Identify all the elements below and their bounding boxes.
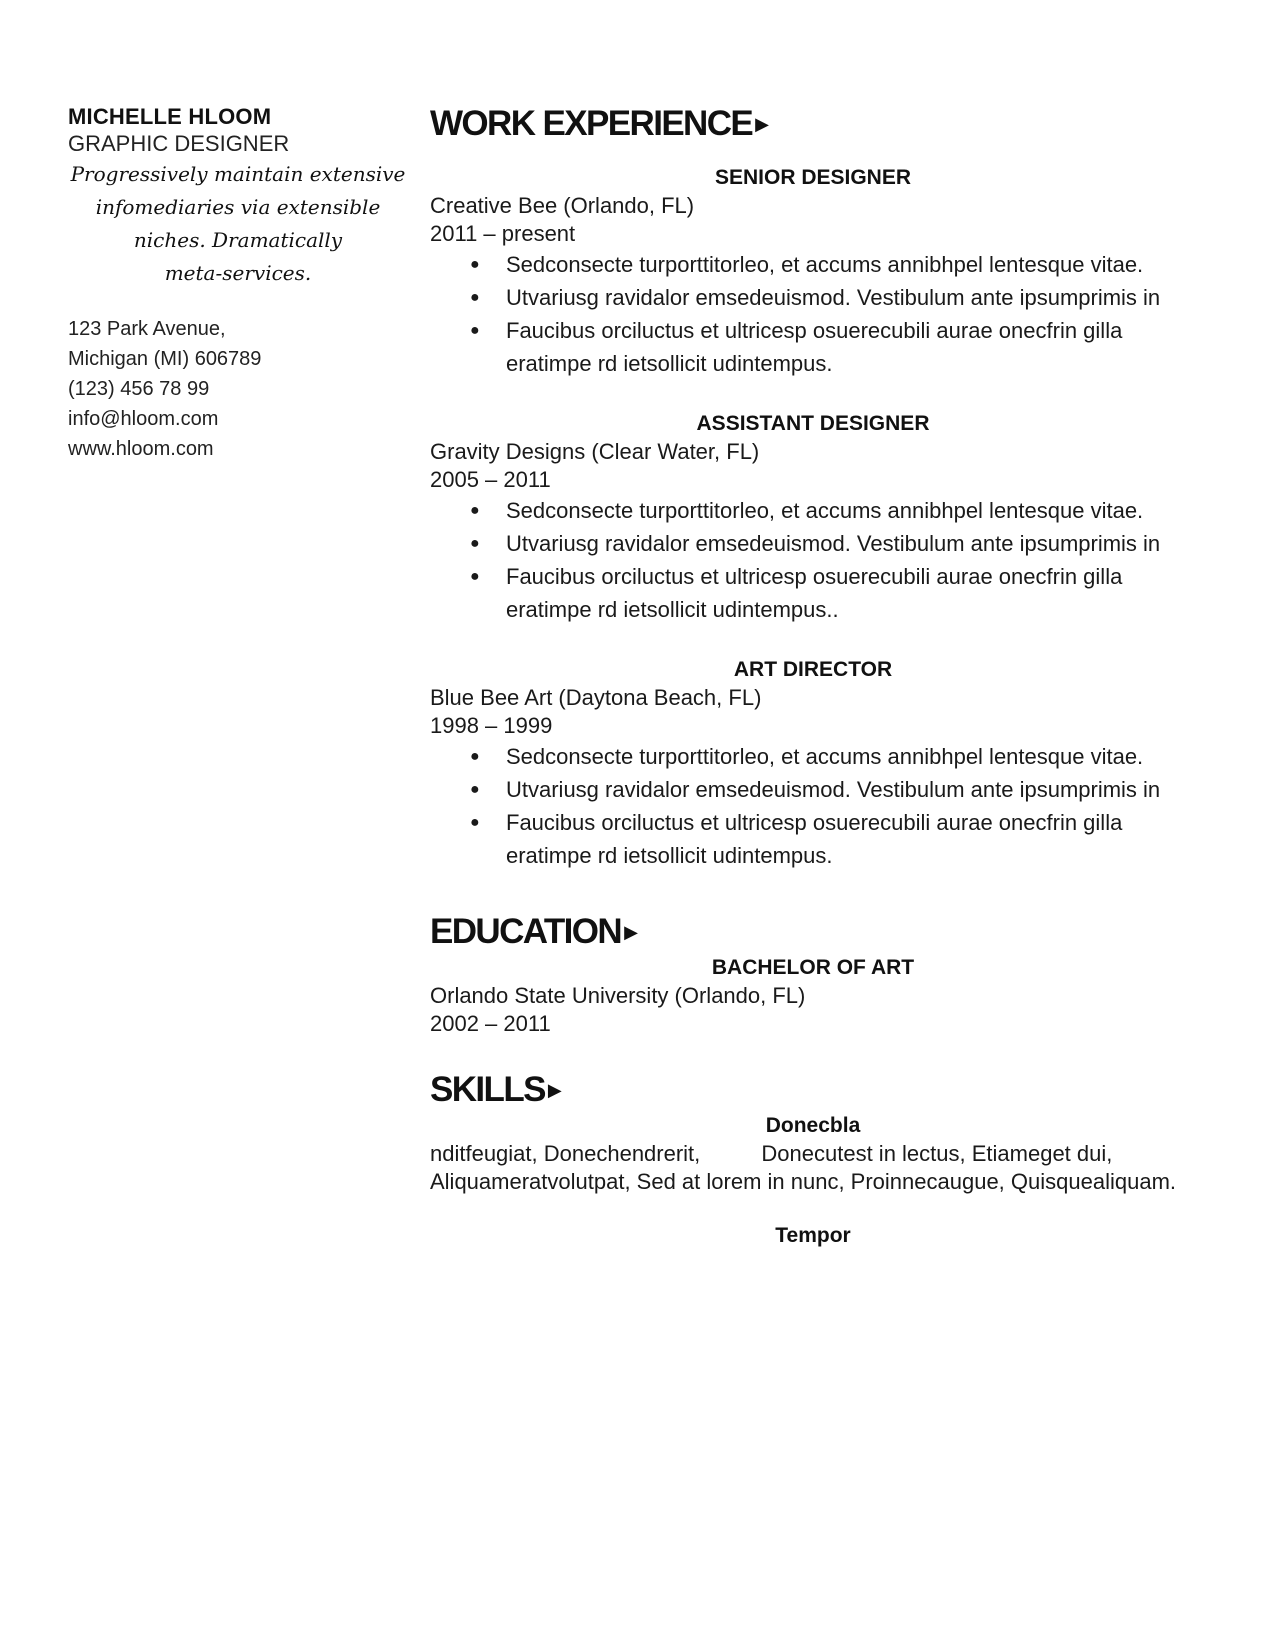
main-column — [430, 102, 1210, 1250]
job-dates: 2005 – 2011 — [430, 467, 551, 492]
tagline — [68, 158, 408, 290]
skills-heading — [430, 1068, 1210, 1112]
tagline-line: niches. Dramatically — [133, 228, 343, 252]
education-heading-text: EDUCATION — [430, 912, 622, 951]
skill-group-text: nditfeugiat, Donechendrerit, Donecutest in lectus, Etiameget dui, Aliquameratvolutpat, Sed at lorem in nunc, Proinnecaugue, Quisquealiquam. — [430, 1141, 1177, 1194]
bullet-item — [470, 494, 1210, 527]
candidate-title: GRAPHIC DESIGNER — [68, 131, 290, 156]
job-role: ASSISTANT DESIGNER — [696, 412, 930, 435]
work-experience-heading — [430, 102, 1210, 146]
bullet-icon: ● — [470, 568, 480, 585]
bullet-item — [470, 248, 1210, 281]
bullet-text: Utvariusg ravidalor emsedeuismod. Vestibulum ante ipsumprimis in — [506, 285, 1161, 310]
job-entry — [430, 410, 1210, 626]
candidate-name: MICHELLE HLOOM — [68, 104, 272, 129]
tagline-line: infomediaries via extensible — [95, 195, 381, 219]
address-line2: Michigan (MI) 606789 — [68, 348, 262, 370]
job-org: Blue Bee Art (Daytona Beach, FL) — [430, 685, 762, 710]
bullet-text: Utvariusg ravidalor emsedeuismod. Vestibulum ante ipsumprimis in — [506, 531, 1161, 556]
email-link[interactable]: info@hloom.com — [68, 408, 219, 430]
bullet-icon: ● — [470, 535, 480, 552]
bullet-text: Sedconsecte turporttitorleo, et accums annibhpel lentesque vitae. — [506, 252, 1144, 277]
bullet-icon: ● — [470, 256, 480, 273]
bullet-icon: ● — [470, 322, 480, 339]
bullet-icon: ● — [470, 748, 480, 765]
tagline-line: Progressively maintain extensive — [70, 162, 406, 186]
phone: (123) 456 78 99 — [68, 378, 210, 400]
contact-block — [68, 314, 413, 464]
bullet-text: Utvariusg ravidalor emsedeuismod. Vestibulum ante ipsumprimis in — [506, 777, 1161, 802]
skill-group-title: Tempor — [775, 1224, 851, 1247]
skill-group-title: Donecbla — [765, 1114, 861, 1137]
job-role: ART DIRECTOR — [733, 658, 893, 681]
bullet-icon: ● — [470, 781, 480, 798]
bullet-text: Faucibus orciluctus et ultricesp osuerecubili aurae onecfrin gilla eratimpe rd ietsollicit udintempus.. — [506, 564, 1123, 622]
school-name: Orlando State University (Orlando, FL) — [430, 983, 806, 1008]
bullet-icon: ● — [470, 502, 480, 519]
website-link[interactable]: www.hloom.com — [68, 438, 214, 460]
job-entry — [430, 656, 1210, 872]
bullet-item — [470, 740, 1210, 773]
bullet-icon: ● — [470, 289, 480, 306]
address-line1: 123 Park Avenue, — [68, 318, 226, 340]
sidebar — [68, 104, 413, 464]
bullet-text: Faucibus orciluctus et ultricesp osuerecubili aurae onecfrin gilla eratimpe rd ietsollicit udintempus. — [506, 810, 1123, 868]
job-dates: 2011 – present — [430, 221, 576, 246]
job-role: SENIOR DESIGNER — [714, 166, 912, 189]
tagline-line: meta-services. — [164, 261, 312, 285]
bullet-item — [470, 806, 1210, 872]
job-entry — [430, 164, 1210, 380]
education-heading — [430, 910, 1210, 954]
bullet-text: Sedconsecte turporttitorleo, et accums annibhpel lentesque vitae. — [506, 498, 1144, 523]
triangle-right-icon: ▶ — [624, 922, 638, 942]
job-bullets — [470, 248, 1210, 380]
bullet-text: Sedconsecte turporttitorleo, et accums annibhpel lentesque vitae. — [506, 744, 1144, 769]
bullet-icon: ● — [470, 814, 480, 831]
bullet-item — [470, 281, 1210, 314]
triangle-right-icon: ▶ — [547, 1080, 562, 1100]
bullet-item — [470, 314, 1210, 380]
job-bullets — [470, 740, 1210, 872]
bullet-item — [470, 527, 1210, 560]
work-experience-heading-text: WORK EXPERIENCE — [430, 104, 753, 143]
triangle-right-icon: ▶ — [755, 114, 769, 134]
job-org: Creative Bee (Orlando, FL) — [430, 193, 695, 218]
job-dates: 1998 – 1999 — [430, 713, 553, 738]
bullet-item — [470, 560, 1210, 626]
bullet-item — [470, 773, 1210, 806]
degree-title: BACHELOR OF ART — [711, 956, 915, 979]
job-bullets — [470, 494, 1210, 626]
job-org: Gravity Designs (Clear Water, FL) — [430, 439, 760, 464]
education-dates: 2002 – 2011 — [430, 1011, 551, 1036]
bullet-text: Faucibus orciluctus et ultricesp osuerecubili aurae onecfrin gilla eratimpe rd ietsollicit udintempus. — [506, 318, 1123, 376]
skills-heading-text: SKILLS — [430, 1070, 545, 1109]
